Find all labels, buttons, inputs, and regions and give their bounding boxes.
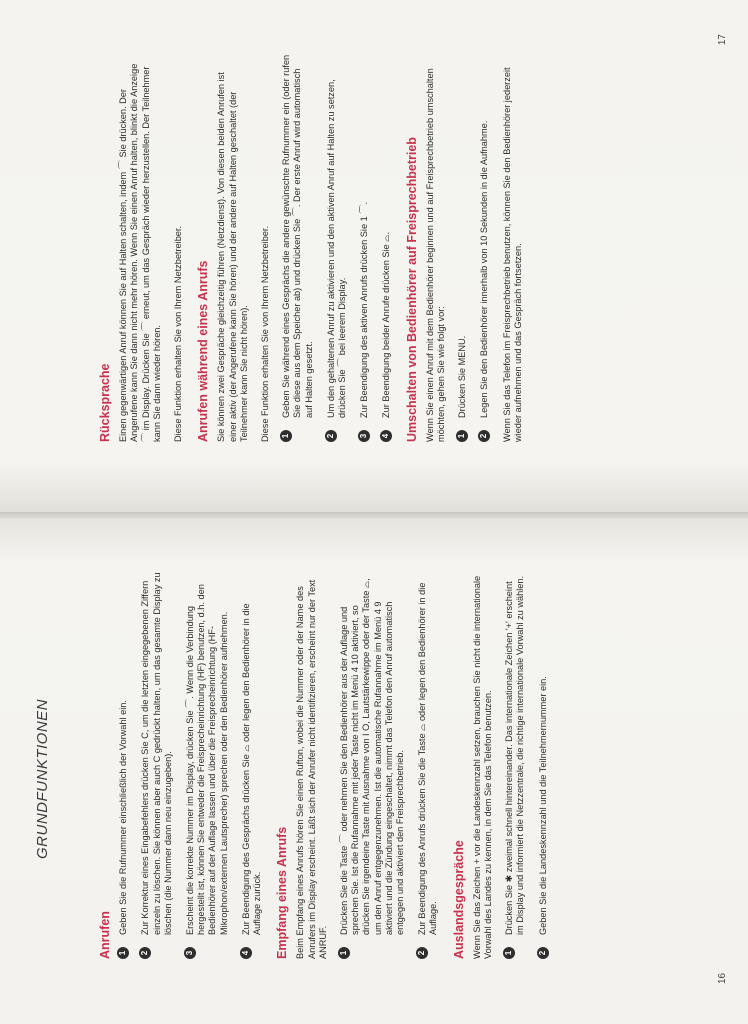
section-heading: Anrufen [98, 911, 112, 959]
step-text: Zur Beendigung des Gesprächs drücken Sie ⌓ oder legen den Bedienhörer in die Auflage zurück. [240, 603, 263, 935]
section-heading: Empfang eines Anrufs [275, 826, 290, 959]
step-number-icon: 1 [338, 947, 350, 959]
step-number-icon: 1 [280, 430, 292, 442]
section-intro: Wenn Sie einen Anruf mit dem Bedienhörer beginnen und auf Freisprechbetrieb umschalten möchten, gehen Sie wie folgt vor: [424, 68, 447, 442]
step-item [326, 54, 348, 442]
step-item [504, 571, 526, 959]
step-number-icon: 1 [503, 947, 515, 959]
section-intro: Einen gegenwärtigen Anruf können Sie auf Halten schalten, indem ⌒ Sie drücken. Der Angerufene kann Sie dann nicht mehr hören. Wenn Sie einen Anruf halten, blinkt die Anzeige ⌒ im Display. Drücken Sie ⌒ erneut, um das Gespräch wieder herzustellen. Der Teilnehmer kann Sie dann wieder hören. [118, 63, 162, 442]
step-item [185, 571, 230, 959]
step-number-icon: 4 [380, 430, 392, 442]
step-number-icon: 2 [416, 947, 428, 959]
step-text: Drücken Sie die Taste ⌒ oder nehmen Sie den Bedienhörer aus der Auflage und sprechen Sie. Ist die Rufannahme mit jeder Taste nicht im Menü 4 10 aktiviert, so drücken Sie irgendeine Taste mit Ausnahme von I O, Lautstärkewippe oder der Taste ⌓, um den Anruf entgegenzunehmen. Ist die automatische Rufannahme im Menü 4 9 aktiviert und die Zündung eingeschaltet, nimmt das Telefon den Anruf automatisch entgegen und aktiviert den Freisprechbetrieb. [339, 578, 406, 935]
step-number-icon: 2 [325, 430, 337, 442]
step-item [417, 571, 439, 959]
step-list [118, 571, 263, 959]
step-list [504, 571, 549, 959]
step-number-icon: 2 [478, 430, 490, 442]
section-intro: Beim Empfang eines Anrufs hören Sie einen Rufton, wobei die Nummer oder der Name des Anrufers im Display erscheint. Läßt sich der Anrufer nicht identifizieren, erscheint nur der Text ANRUF. [295, 579, 328, 959]
step-number-icon: 1 [117, 947, 129, 959]
step-item [118, 571, 129, 959]
step-number-icon: 2 [139, 947, 151, 959]
running-header-left: GRUNDFUNKTIONEN [34, 699, 51, 859]
content-column-left [100, 571, 560, 959]
step-text: Drücken Sie MENU. [457, 335, 468, 418]
step-item [281, 54, 315, 442]
step-text: Um den gehaltenen Anruf zu aktivieren und den aktiven Anruf auf Halten zu setzen, drücken Sie ⌒ bei leerem Display. [325, 79, 348, 418]
step-text: Erscheint die korrekte Nummer im Display, drücken Sie ⌒. Wenn die Verbindung hergestellt ist, können Sie entweder die Freisprecheinrichtung (HF) benutzen, d.h. den Bedienhörer auf der Auflage lassen und über die Freisprecheinrichtung (HF-Mikrophon/externen Lautsprecher) sprechen oder den Bedienhörer aufnehmen. [185, 584, 229, 935]
section-intro: Sie können zwei Gespräche gleichzeitig führen (Netzdienst). Von diesen beiden Anrufen ist einer aktiv (der Angerufene kann Sie hören) und der andere auf Halten geschaltet (der Teilnehmer kann Sie nicht hören). [216, 72, 249, 442]
content-column-right [100, 54, 534, 442]
section-heading: Umschalten von Bedienhörer auf Freisprechbetrieb [404, 137, 419, 442]
step-item [381, 54, 392, 442]
section-heading: Anrufen während eines Anrufs [196, 260, 211, 442]
step-list [457, 54, 490, 442]
step-text: Zur Beendigung beider Anrufe drücken Sie ⌓. [381, 231, 392, 418]
step-text: Geben Sie während eines Gesprächs die andere gewünschte Rufnummer ein (oder rufen Sie diese aus dem Speicher ab) und drücken Sie ⌒. Der erste Anruf wird automatisch auf Halten gesetzt. [281, 54, 314, 418]
section-heading: Auslandsgespräche [451, 840, 466, 959]
step-text: Zur Beendigung des aktiven Anrufs drücken Sie 1 ⌒. [359, 201, 370, 418]
section-note: Diese Funktion erhalten Sie von Ihrem Netzbetreiber. [260, 225, 271, 442]
page-left [0, 512, 748, 1024]
step-item [339, 571, 406, 959]
step-number-icon: 4 [240, 947, 252, 959]
step-text: Geben Sie die Rufnummer einschließlich der Vorwahl ein. [118, 700, 129, 935]
section-intro: Wenn Sie das Telefon im Freisprechbetrieb benutzen, können Sie den Bedienhörer jederzeit wieder aufnehmen und das Gespräch fortsetzen. [501, 67, 523, 442]
page-number-right: 17 [717, 34, 728, 46]
step-item [538, 571, 549, 959]
section-note: Diese Funktion erhalten Sie von Ihrem Netzbetreiber. [173, 225, 184, 442]
section-heading: Rücksprache [98, 363, 112, 442]
section-intro: Wenn Sie das Zeichen + vor die Landeskennzahl setzen, brauchen Sie nicht die internationale Vorwahl des Landes zu kennen, in dem Sie das Telefon benutzen. [471, 575, 494, 959]
step-number-icon: 3 [184, 947, 196, 959]
step-text: Zur Beendigung des Anrufs drücken Sie die Taste ⌓ oder legen den Bedienhörer in die Auflage. [417, 582, 439, 935]
step-number-icon: 2 [537, 947, 549, 959]
step-number-icon: 3 [358, 430, 370, 442]
step-number-icon: 1 [456, 430, 468, 442]
step-list [339, 571, 440, 959]
step-item [241, 571, 263, 959]
page-number-left: 16 [717, 972, 728, 984]
step-text: Zur Korrektur eines Eingabefehlers drücken Sie C, um die letzten eingegebenen Ziffern einzeln zu löschen. Sie können aber auch C gedrückt halten, um das gesamte Display zu löschen (die Nummer dann neu einzugeben). [140, 572, 173, 935]
step-list [281, 54, 392, 442]
step-item [457, 54, 468, 442]
step-text: Drücken Sie ✱ zweimal schnell hintereinander. Das internationale Zeichen '+' erscheint im Display und informiert die Netzzentrale, die richtige internationale Vorwahl zu wählen. [504, 575, 526, 935]
step-text: Geben Sie die Landeskennzahl und die Teilnehmernummer ein. [537, 676, 548, 935]
step-item [359, 54, 370, 442]
step-item [479, 54, 490, 442]
step-text: Legen Sie den Bedienhörer innerhalb von 10 Sekunden in die Aufnahme. [479, 120, 490, 418]
step-item [140, 571, 174, 959]
